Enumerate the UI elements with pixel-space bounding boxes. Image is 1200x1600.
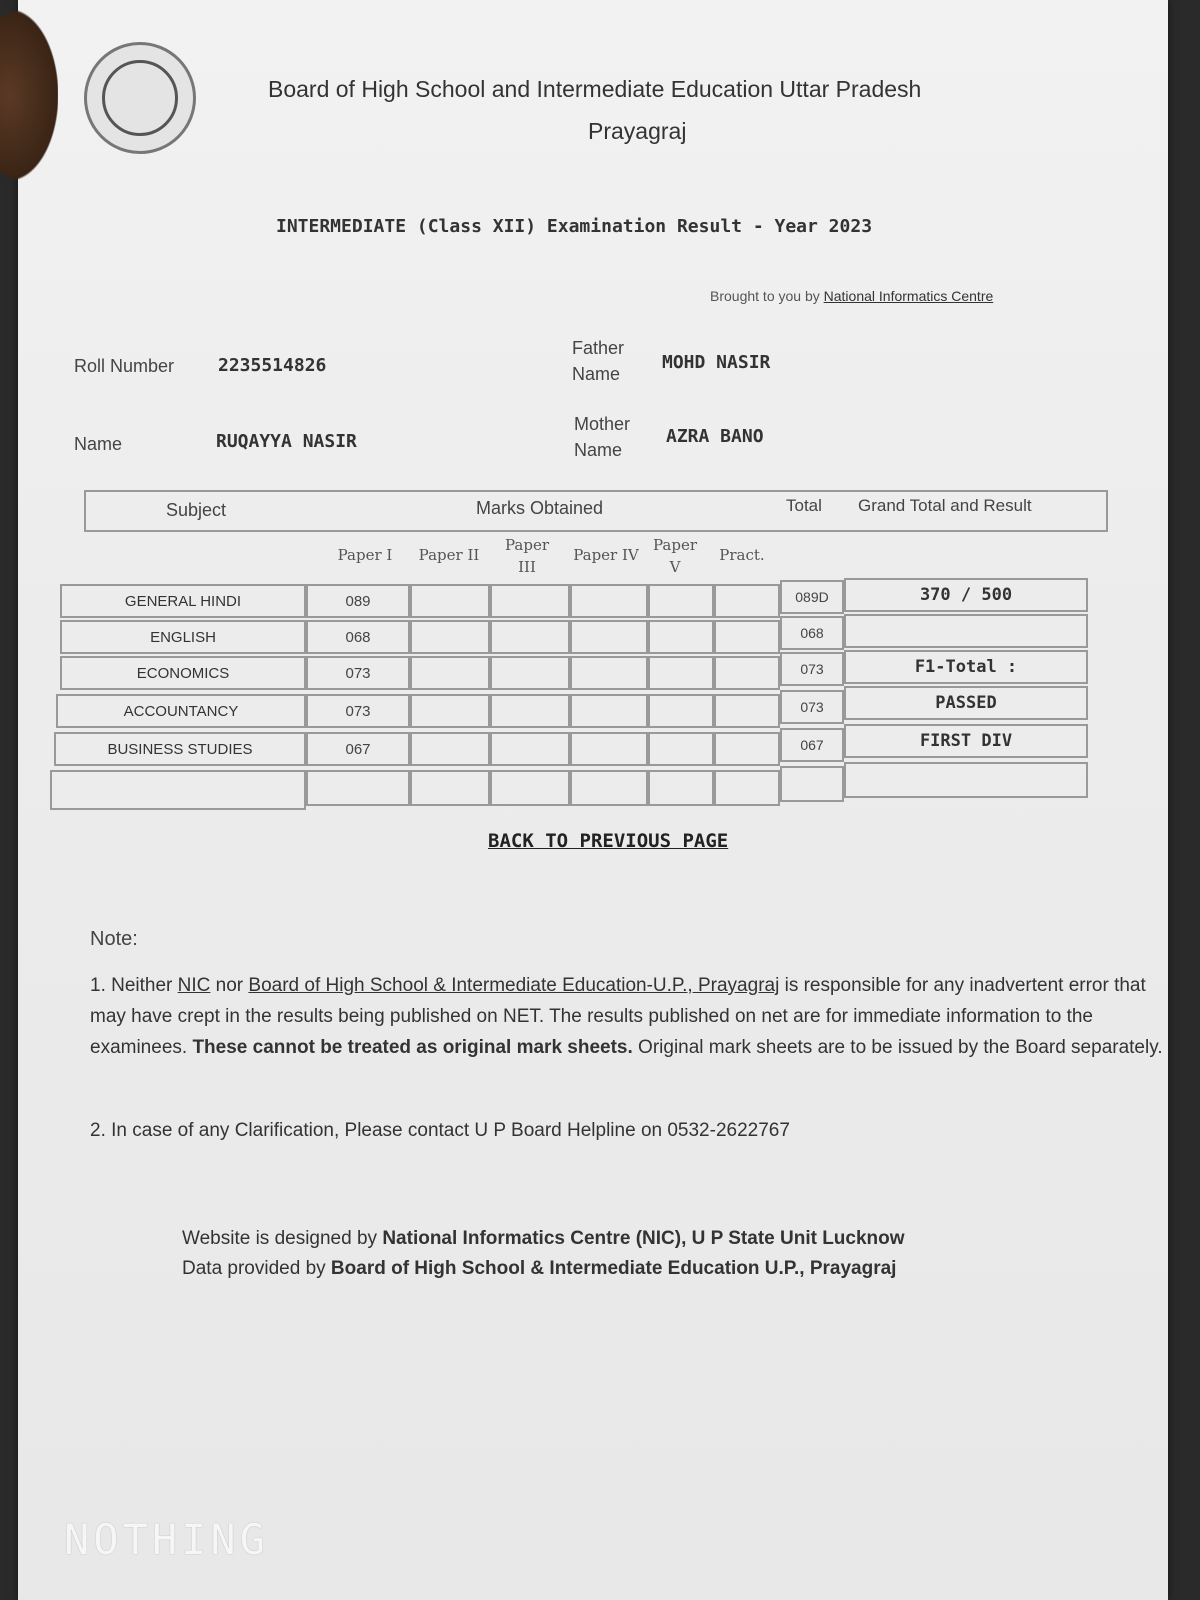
note-text: nor xyxy=(210,975,249,996)
total-mark: 089D xyxy=(780,580,844,614)
credit-line xyxy=(710,288,993,304)
empty-cell xyxy=(570,656,648,690)
board-logo-icon xyxy=(84,42,196,154)
mother-label-line1: Mother xyxy=(574,414,631,434)
paper1-mark: 073 xyxy=(306,694,410,728)
empty-cell xyxy=(410,656,490,690)
empty-cell xyxy=(714,656,780,690)
subject-cell: GENERAL HINDI xyxy=(60,584,306,618)
note-text: is responsible for any inadvertent error that may have crept in the results being published on NET. The results published on net are for immediate information to the examinees. xyxy=(90,975,1146,1058)
empty-cell xyxy=(570,584,648,618)
roll-number-value: 2235514826 xyxy=(218,355,327,376)
paper-1-header: Paper I xyxy=(337,546,393,564)
empty-cell xyxy=(648,620,714,654)
empty-cell xyxy=(648,584,714,618)
empty-cell xyxy=(50,770,306,810)
empty-cell xyxy=(410,770,490,806)
empty-cell xyxy=(410,732,490,766)
note-1 xyxy=(90,970,1170,1063)
nic-link[interactable]: National Informatics Centre xyxy=(823,288,994,304)
credit-prefix: Brought to you by xyxy=(710,288,820,304)
total-mark: 073 xyxy=(780,690,844,724)
table-header xyxy=(84,490,1108,532)
empty-cell xyxy=(570,620,648,654)
name-value: RUQAYYA NASIR xyxy=(216,431,357,452)
subject-cell: ECONOMICS xyxy=(60,656,306,690)
footer-text: Data provided by xyxy=(182,1258,331,1279)
father-label-line1: Father xyxy=(572,338,625,358)
board-name: Board of High School and Intermediate Education Uttar Pradesh xyxy=(268,76,922,102)
empty-cell xyxy=(570,694,648,728)
empty-cell xyxy=(570,770,648,806)
footer-text: Website is designed by xyxy=(182,1228,383,1249)
father-name-value: MOHD NASIR xyxy=(662,352,771,373)
subject-cell: ENGLISH xyxy=(60,620,306,654)
col-grand-total: Grand Total and Result xyxy=(858,496,1032,515)
board-link[interactable]: Board of High School & Intermediate Education-U.P., Prayagraj xyxy=(248,975,780,996)
back-to-previous-page-link[interactable]: BACK TO PREVIOUS PAGE xyxy=(488,830,729,852)
nic-link[interactable]: NIC xyxy=(177,975,211,996)
practical-header: Pract. xyxy=(719,546,765,564)
result-sheet xyxy=(18,0,1168,1600)
total-mark: 068 xyxy=(780,616,844,650)
empty-cell xyxy=(490,656,570,690)
exam-title: INTERMEDIATE (Class XII) Examination Result - Year 2023 xyxy=(276,216,873,237)
empty-cell xyxy=(780,766,844,802)
empty-cell xyxy=(570,732,648,766)
total-mark: 073 xyxy=(780,652,844,686)
paper1-mark: 073 xyxy=(306,656,410,690)
thumb xyxy=(0,10,58,180)
mother-name-value: AZRA BANO xyxy=(666,426,764,447)
empty-cell xyxy=(410,620,490,654)
empty-cell xyxy=(490,694,570,728)
footer-bold: National Informatics Centre (NIC), U P State Unit Lucknow xyxy=(382,1228,905,1249)
empty-cell xyxy=(714,770,780,806)
note-label: Note: xyxy=(90,928,138,950)
empty-cell xyxy=(490,584,570,618)
empty-cell xyxy=(648,656,714,690)
footer-line-1 xyxy=(182,1228,905,1250)
mother-label-line2: Name xyxy=(574,440,623,460)
paper-3-header: Paper III xyxy=(504,536,549,576)
father-label-line2: Name xyxy=(572,364,621,384)
paper-4-header: Paper IV xyxy=(573,546,639,564)
empty-cell xyxy=(490,620,570,654)
empty-cell xyxy=(410,584,490,618)
paper-2-header: Paper II xyxy=(418,546,480,564)
empty-cell xyxy=(714,620,780,654)
phone-brand-watermark: NOTHING xyxy=(64,1515,270,1564)
empty-cell xyxy=(844,614,1088,648)
empty-cell xyxy=(410,694,490,728)
total-mark: 067 xyxy=(780,728,844,762)
paper-5-header: Paper V xyxy=(652,536,697,576)
subject-cell: ACCOUNTANCY xyxy=(56,694,306,728)
footer-line-2 xyxy=(182,1258,896,1280)
paper1-mark: 089 xyxy=(306,584,410,618)
f1-total-label: F1-Total : xyxy=(844,650,1088,684)
grand-total: 370 / 500 xyxy=(844,578,1088,612)
subject-cell: BUSINESS STUDIES xyxy=(54,732,306,766)
col-marks-obtained: Marks Obtained xyxy=(476,498,604,518)
name-label: Name xyxy=(74,434,123,454)
board-city: Prayagraj xyxy=(588,118,687,144)
col-total: Total xyxy=(786,496,822,515)
empty-cell xyxy=(306,770,410,806)
roll-number-label: Roll Number xyxy=(74,356,175,376)
note-2: 2. In case of any Clarification, Please contact U P Board Helpline on 0532-2622767 xyxy=(90,1120,790,1141)
empty-cell xyxy=(714,584,780,618)
empty-cell xyxy=(490,732,570,766)
result-status: PASSED xyxy=(844,686,1088,720)
division: FIRST DIV xyxy=(844,724,1088,758)
note-text: 1. Neither xyxy=(90,975,178,996)
col-subject: Subject xyxy=(166,500,227,520)
paper1-mark: 067 xyxy=(306,732,410,766)
note-bold: These cannot be treated as original mark sheets. xyxy=(192,1037,633,1058)
empty-cell xyxy=(490,770,570,806)
empty-cell xyxy=(714,694,780,728)
paper1-mark: 068 xyxy=(306,620,410,654)
empty-cell xyxy=(714,732,780,766)
empty-cell xyxy=(648,694,714,728)
empty-cell xyxy=(844,762,1088,798)
footer-bold: Board of High School & Intermediate Education U.P., Prayagraj xyxy=(330,1258,897,1279)
empty-cell xyxy=(648,732,714,766)
empty-cell xyxy=(648,770,714,806)
note-text: Original mark sheets are to be issued by the Board separately. xyxy=(632,1037,1163,1058)
